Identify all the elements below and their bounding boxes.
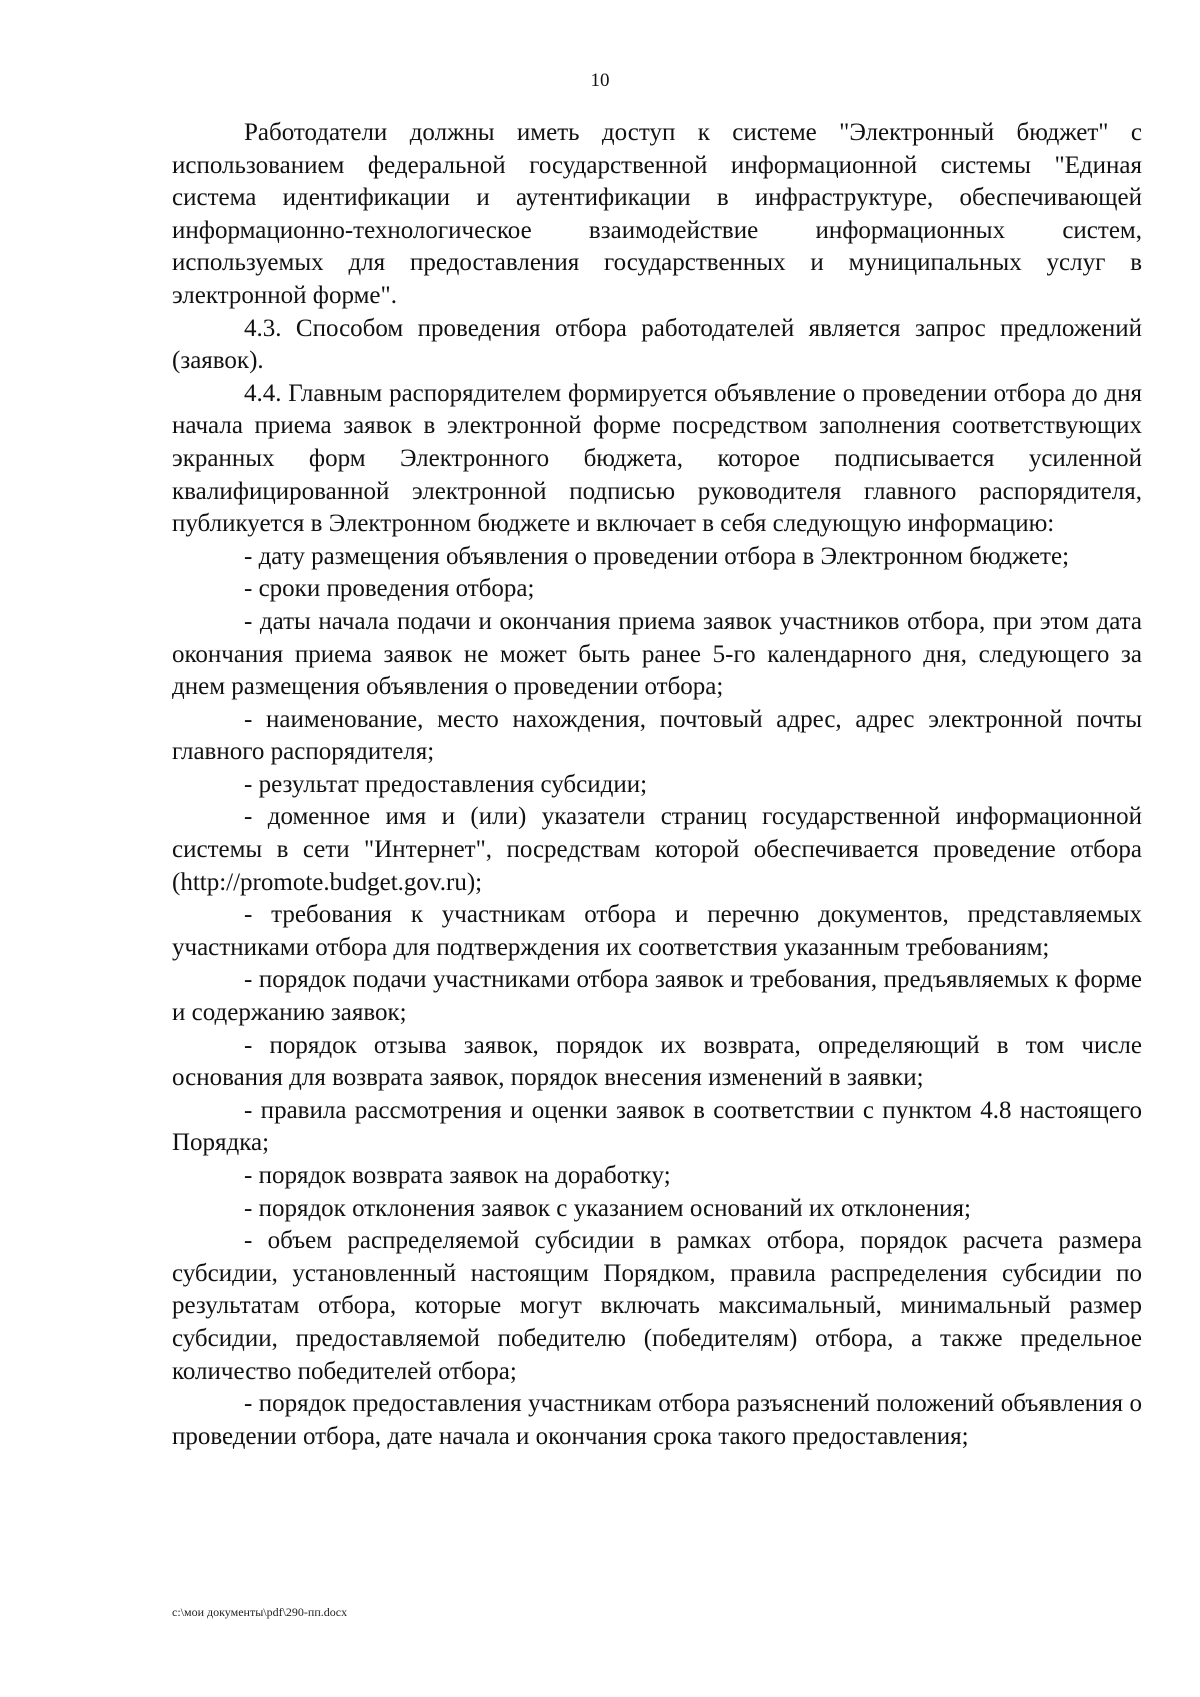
list-item: - наименование, место нахождения, почтовый адрес, адрес электронной почты главного распорядителя; <box>172 705 1142 766</box>
list-item: - порядок подачи участниками отбора заявок и требования, предъявляемых к форме и содержанию заявок; <box>172 966 1142 1027</box>
paragraph: Работодатели должны иметь доступ к системе "Электронный бюджет" с использованием федеральной государственной информационной системы "Единая система идентификации и аутентификации в инфраструктуре, обеспечивающей информационно-технологическое взаимодействие информационных систем, используемых для предоставления государственных и муниципальных услуг в электронной форме". <box>172 119 1142 309</box>
list-item: - даты начала подачи и окончания приема заявок участников отбора, при этом дата окончания приема заявок не может быть ранее 5-го календарного дня, следующего за днем размещения объявления о проведении отбора; <box>172 607 1142 701</box>
list-item: - порядок отзыва заявок, порядок их возврата, определяющий в том числе основания для возврата заявок, порядок внесения изменений в заявки; <box>172 1031 1142 1092</box>
paragraph: 4.3. Способом проведения отбора работодателей является запрос предложений (заявок). <box>172 314 1142 375</box>
file-path-footer: c:\мои документы\pdf\290-пп.docx <box>172 1605 348 1619</box>
list-item: - требования к участникам отбора и перечню документов, представляемых участниками отбора для подтверждения их соответствия указанным требованиям; <box>172 901 1142 961</box>
paragraph: 4.4. Главным распорядителем формируется объявление о проведении отбора до дня начала приема заявок в электронной форме посредством заполнения соответствующих экранных форм Электронного бюджета, которое подписывается усиленной квалифицированной электронной подписью руководителя главного распорядителя, публикуется в Электронном бюджете и включает в себя следующую информацию: <box>172 379 1142 538</box>
list-item: - дату размещения объявления о проведении отбора в Электронном бюджете; <box>244 542 1070 570</box>
list-item: - порядок отклонения заявок с указанием оснований их отклонения; <box>244 1194 971 1222</box>
list-item: - порядок возврата заявок на доработку; <box>244 1162 671 1189</box>
list-item: - порядок предоставления участникам отбора разъяснений положений объявления о проведении отбора, дате начала и окончания срока такого предоставления; <box>172 1390 1142 1450</box>
document-body <box>172 117 1142 1453</box>
list-item: - правила рассмотрения и оценки заявок в соответствии с пунктом 4.8 настоящего Порядка; <box>172 1096 1142 1157</box>
list-item: - объем распределяемой субсидии в рамках отбора, порядок расчета размера субсидии, установленный настоящим Порядком, правила распределения субсидии по результатам отбора, которые могут включать максимальный, минимальный размер субсидии, предоставляемой победителю (победителям) отбора, а также предельное количество победителей отбора; <box>172 1227 1142 1385</box>
list-item: - сроки проведения отбора; <box>244 575 535 603</box>
page-number: 10 <box>590 70 610 91</box>
list-item: - результат предоставления субсидии; <box>244 770 648 798</box>
list-item: - доменное имя и (или) указатели страниц государственной информационной системы в сети "Интернет", посредствам которой обеспечивается проведение отбора (http://promote.budget.gov.ru); <box>172 803 1142 896</box>
